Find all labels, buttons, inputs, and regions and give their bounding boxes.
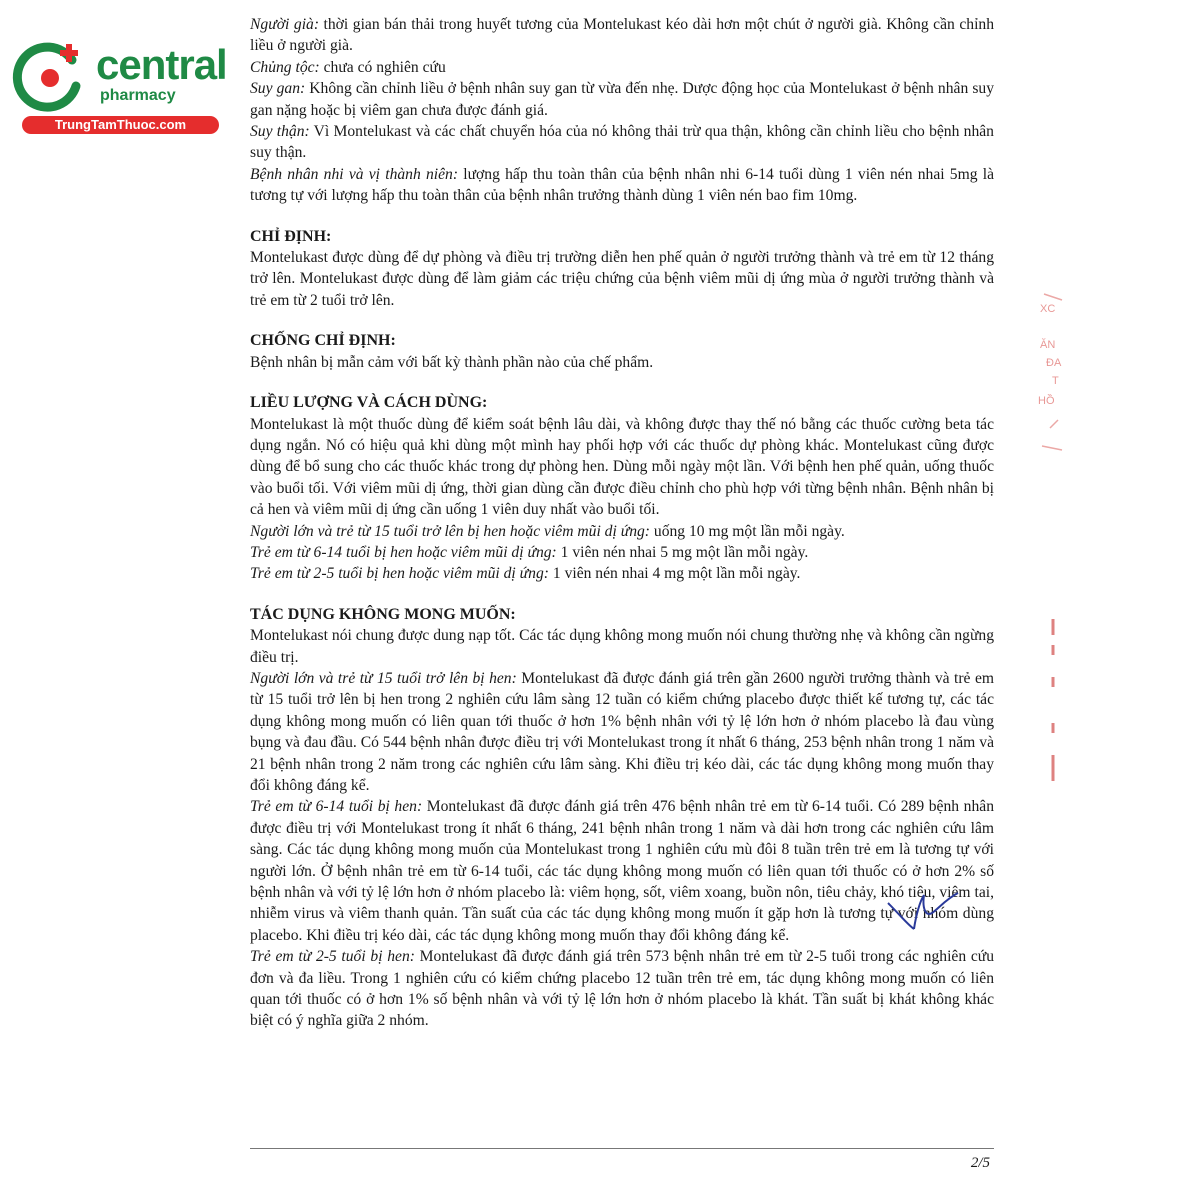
stamp-fragment [1030,280,1070,460]
paragraph: Montelukast nói chung được dung nạp tốt. Các tác dụng không mong muốn nói chung thường nhẹ và không cần ngừng điều trị. [250,627,994,666]
logo-website: TrungTamThuoc.com [22,116,219,134]
item-text: 1 viên nén nhai 5 mg một lần mỗi ngày. [556,543,809,561]
page-number: 2/5 [970,1155,990,1171]
paragraph [250,946,994,1032]
stamp-text: ĂN [1040,339,1056,351]
adverse-effects-section [250,604,994,1032]
item-text: Vì Montelukast và các chất chuyển hóa của nó không thải trừ qua thận, không cần chỉnh liều cho bệnh nhân suy thận. [250,123,994,162]
paragraph [250,14,994,57]
paragraph [250,668,994,796]
stamp-fragment [1042,615,1064,785]
item-text: uống 10 mg một lần mỗi ngày. [650,522,845,540]
item-text: lượng hấp thu toàn thân của bệnh nhân nhi 6-14 tuổi dùng 1 viên nén nhai 5mg là tương tự với lượng hấp thu toàn thân của bệnh nhân trưởng thành dùng 1 viên nén bao fim 10mg. [250,165,995,205]
paragraph [250,542,994,563]
footer-divider [250,1148,994,1149]
indication-section [250,226,994,312]
central-pharmacy-logo [10,36,227,136]
section-heading: CHỈ ĐỊNH: [250,227,332,245]
paragraph [250,563,994,584]
item-label: Suy gan: [250,80,306,98]
item-text: thời gian bán thải trong huyết tương của Montelukast kéo dài hơn một chút ở người già. Không cần chỉnh liều ở người già. [250,16,994,55]
item-label: Người lớn và trẻ từ 15 tuổi trở lên bị hen hoặc viêm mũi dị ứng: [250,522,650,540]
paragraph: Montelukast là một thuốc dùng để kiểm soát bệnh lâu dài, và không được thay thế nó bằng các thuốc cường beta tác dụng ngắn. Nó có hiệu quả khi dùng một mình hay phối hợp với các thuốc dự phòng khác. Montelukast cũng được dùng để bổ sung cho các thuốc khác trong dự phòng hen. Dùng mỗi ngày một lần. Với bệnh hen phế quản, uống thuốc vào buổi tối. Với viêm mũi dị ứng, thời gian dùng cần được điều chỉnh cho phù hợp với từng bệnh nhân. Bệnh nhân bị cả hen và viêm mũi dị ứng cần uống 1 viên duy nhất vào buổi tối. [250,415,994,519]
paragraph [250,164,994,207]
item-label: Trẻ em từ 6-14 tuổi bị hen hoặc viêm mũi dị ứng: [250,543,557,561]
item-label: Trẻ em từ 2-5 tuổi bị hen hoặc viêm mũi dị ứng: [250,565,549,583]
paragraph: Bệnh nhân bị mẫn cảm với bất kỳ thành phần nào của chế phẩm. [250,353,654,371]
logo-subtitle: pharmacy [100,87,176,104]
stamp-text: T [1052,375,1059,387]
paragraph [250,521,994,542]
pharmacy-cross-logo-icon [10,38,90,118]
item-label: Suy thận: [250,123,310,141]
item-text: Montelukast đã được đánh giá trên gần 2600 người trưởng thành và trẻ em từ 15 tuổi trở lên bị hen trong 2 nghiên cứu lâm sàng 12 tuần có kiểm chứng placebo được thiết kế tương tự, các tác dụng không mong muốn có liên quan tới thuốc ở hơn 1% bệnh nhân với tỷ lệ lớn hơn ở nhóm placebo là đau vùng bụng và đau đầu. Có 544 bệnh nhân được điều trị với Montelukast trong ít nhất 6 tháng, 253 bệnh nhân trong 1 năm và 21 bệnh nhân trong 2 năm trong các nghiên cứu lâm sàng. Khi điều trị kéo dài, các tác dụng không mong muốn thay đổi không đáng kể. [250,669,994,794]
item-label: Bệnh nhân nhi và vị thành niên: [250,165,459,183]
paragraph [250,121,994,164]
paragraph [250,78,994,121]
item-text: Montelukast đã được đánh giá trên 476 bệnh nhân trẻ em từ 6-14 tuổi. Có 289 bệnh nhân được điều trị với Montelukast trong ít nhất 6 tháng, 241 bệnh nhân trong 1 năm và dài hơn trong các nghiên cứu lâm sàng. Các tác dụng không mong muốn của Montelukast trong 1 nghiên cứu mù đôi 8 tuần trên trẻ em là tương tự với người lớn. Ở bệnh nhân trẻ em từ 6-14 tuổi, các tác dụng không mong muốn có liên quan tới thuốc có ở hơn 2% số bệnh nhân và với tỷ lệ lớn hơn ở nhóm placebo là: viêm họng, sốt, viêm xoang, buồn nôn, tiêu chảy, khó tiêu, viêm tai, nhiễm virus và viêm thanh quản. Tần suất của các tác dụng không mong muốn ít gặp hơn là tương tự với nhóm dùng placebo. Khi điều trị kéo dài, các tác dụng không mong muốn thay đổi không đáng kể. [250,798,994,944]
item-label: Người lớn và trẻ từ 15 tuổi trở lên bị hen: [250,669,517,687]
leaflet-page [250,14,994,1032]
paragraph: Montelukast được dùng để dự phòng và điều trị trường diễn hen phế quản ở người trưởng thành và trẻ em từ 12 tháng trở lên. Montelukast được dùng để làm giảm các triệu chứng của bệnh viêm mũi dị ứng mùa ở người trưởng thành và trẻ em từ 2 tuổi trở lên. [250,249,994,309]
special-populations-section [250,14,994,207]
logo-wordmark: central [96,41,227,88]
item-text: 1 viên nén nhai 4 mg một lần mỗi ngày. [548,565,801,583]
paragraph [250,57,994,78]
section-heading: LIỀU LƯỢNG VÀ CÁCH DÙNG: [250,394,488,412]
item-text: Không cần chỉnh liều ở bệnh nhân suy gan từ vừa đến nhẹ. Dược động học của Montelukast ở bệnh nhân suy gan nặng hoặc bị viêm gan chưa được đánh giá. [250,80,995,119]
item-label: Trẻ em từ 6-14 tuổi bị hen: [250,798,423,816]
item-label: Chủng tộc: [250,58,320,76]
section-heading: TÁC DỤNG KHÔNG MONG MUỐN: [250,605,516,623]
stamp-text: ĐA [1046,357,1062,369]
contraindication-section [250,330,994,373]
dosage-section [250,392,994,585]
stamp-text: XC [1040,303,1056,315]
item-label: Trẻ em từ 2-5 tuổi bị hen: [250,948,415,966]
item-text: Montelukast đã được đánh giá trên 573 bệnh nhân trẻ em từ 2-5 tuổi trong các nghiên cứu đơn và đa liều. Trong 1 nghiên cứu có kiểm chứng placebo 12 tuần trên trẻ em, tác dụng không mong muốn có liên quan tới thuốc có ở hơn 1% số bệnh nhân và với tỷ lệ lớn hơn ở nhóm placebo là khát. Tần suất bị khát không khác biệt có ý nghĩa giữa 2 nhóm. [250,948,994,1030]
signature-mark [880,885,960,935]
section-heading: CHỐNG CHỈ ĐỊNH: [250,332,396,350]
stamp-text: HỒ [1038,395,1055,407]
item-text: chưa có nghiên cứu [319,58,446,76]
item-label: Người già: [250,16,320,33]
